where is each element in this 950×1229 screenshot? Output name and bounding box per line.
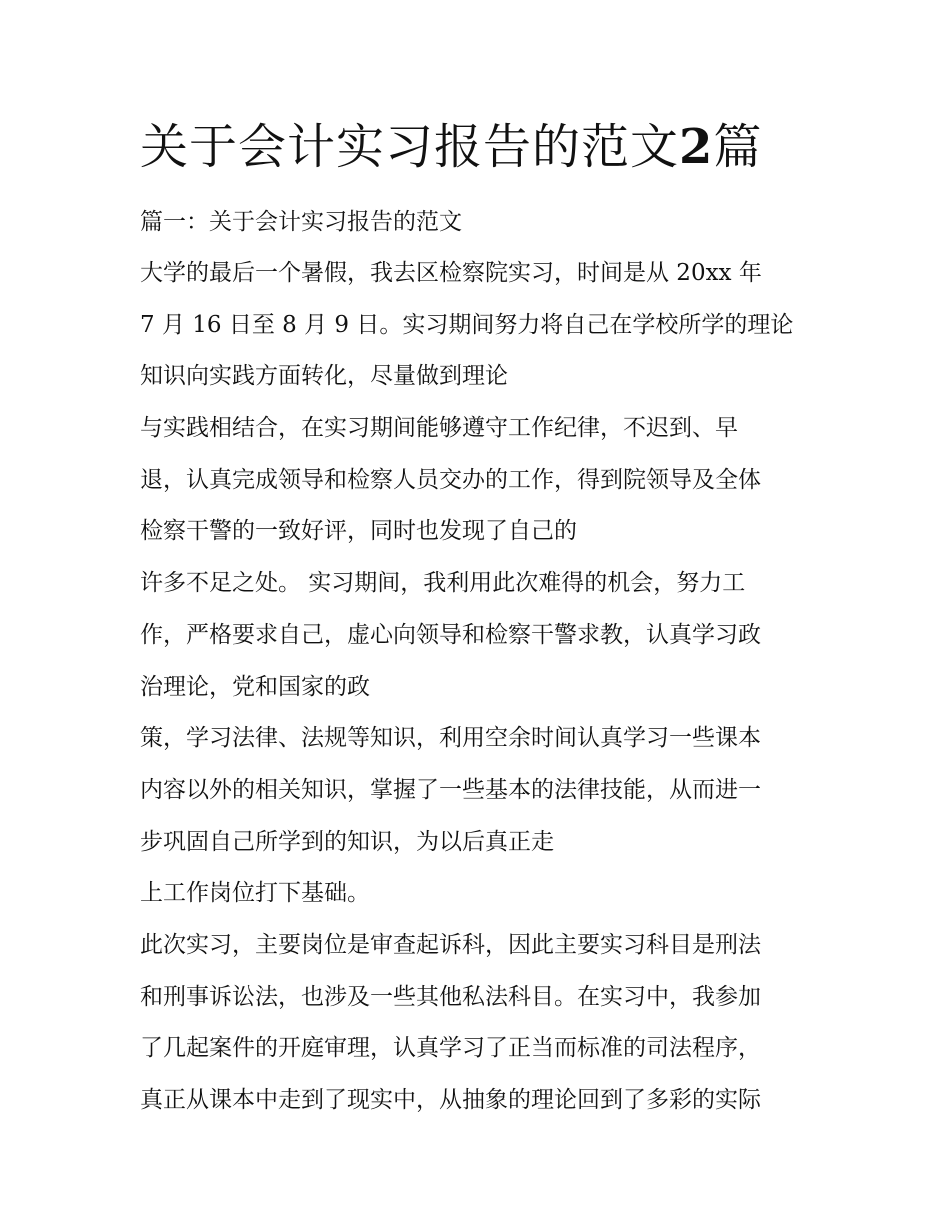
- page-title: [140, 112, 762, 182]
- title-main: 关于会计实习报告的范文: [140, 119, 680, 175]
- body-text: [140, 256, 820, 1135]
- text-line: 检察干警的一致好评，同时也发现了自己的: [140, 518, 577, 545]
- title-suffix: 篇: [713, 119, 763, 175]
- text-line: 上工作岗位打下基础。: [140, 880, 370, 907]
- text-line: 7 月 16 日至 8 月 9 日。实习期间努力将自己在学校所学的理论: [140, 311, 794, 338]
- text-line: 知识向实践方面转化，尽量做到理论: [140, 363, 508, 390]
- text-line: 退，认真完成领导和检察人员交办的工作，得到院领导及全体: [140, 466, 761, 493]
- text-line: 作，严格要求自己，虚心向领导和检察干警求教，认真学习政: [140, 621, 761, 648]
- text-line: 治理论，党和国家的政: [140, 673, 370, 700]
- text-line: 策，学习法律、法规等知识，利用空余时间认真学习一些课本: [140, 725, 761, 752]
- text-line: 了几起案件的开庭审理，认真学习了正当而标准的司法程序，: [140, 1035, 761, 1062]
- text-line: 与实践相结合，在实习期间能够遵守工作纪律，不迟到、早: [140, 415, 738, 442]
- text-line: 内容以外的相关知识，掌握了一些基本的法律技能，从而进一: [140, 776, 761, 803]
- text-line: 和刑事诉讼法，也涉及一些其他私法科目。在实习中，我参加: [140, 983, 761, 1010]
- section-heading: 篇一：关于会计实习报告的范文: [140, 209, 462, 235]
- text-line: 许多不足之处。 实习期间，我利用此次难得的机会，努力工: [140, 570, 746, 597]
- text-line: 大学的最后一个暑假，我去区检察院实习，时间是从 20xx 年: [140, 260, 762, 286]
- title-number: 2: [679, 119, 714, 175]
- text-line: 步巩固自己所学到的知识，为以后真正走: [140, 828, 554, 855]
- text-line: 此次实习，主要岗位是审查起诉科，因此主要实习科目是刑法: [140, 931, 761, 958]
- text-line: 真正从课本中走到了现实中，从抽象的理论回到了多彩的实际: [140, 1087, 761, 1113]
